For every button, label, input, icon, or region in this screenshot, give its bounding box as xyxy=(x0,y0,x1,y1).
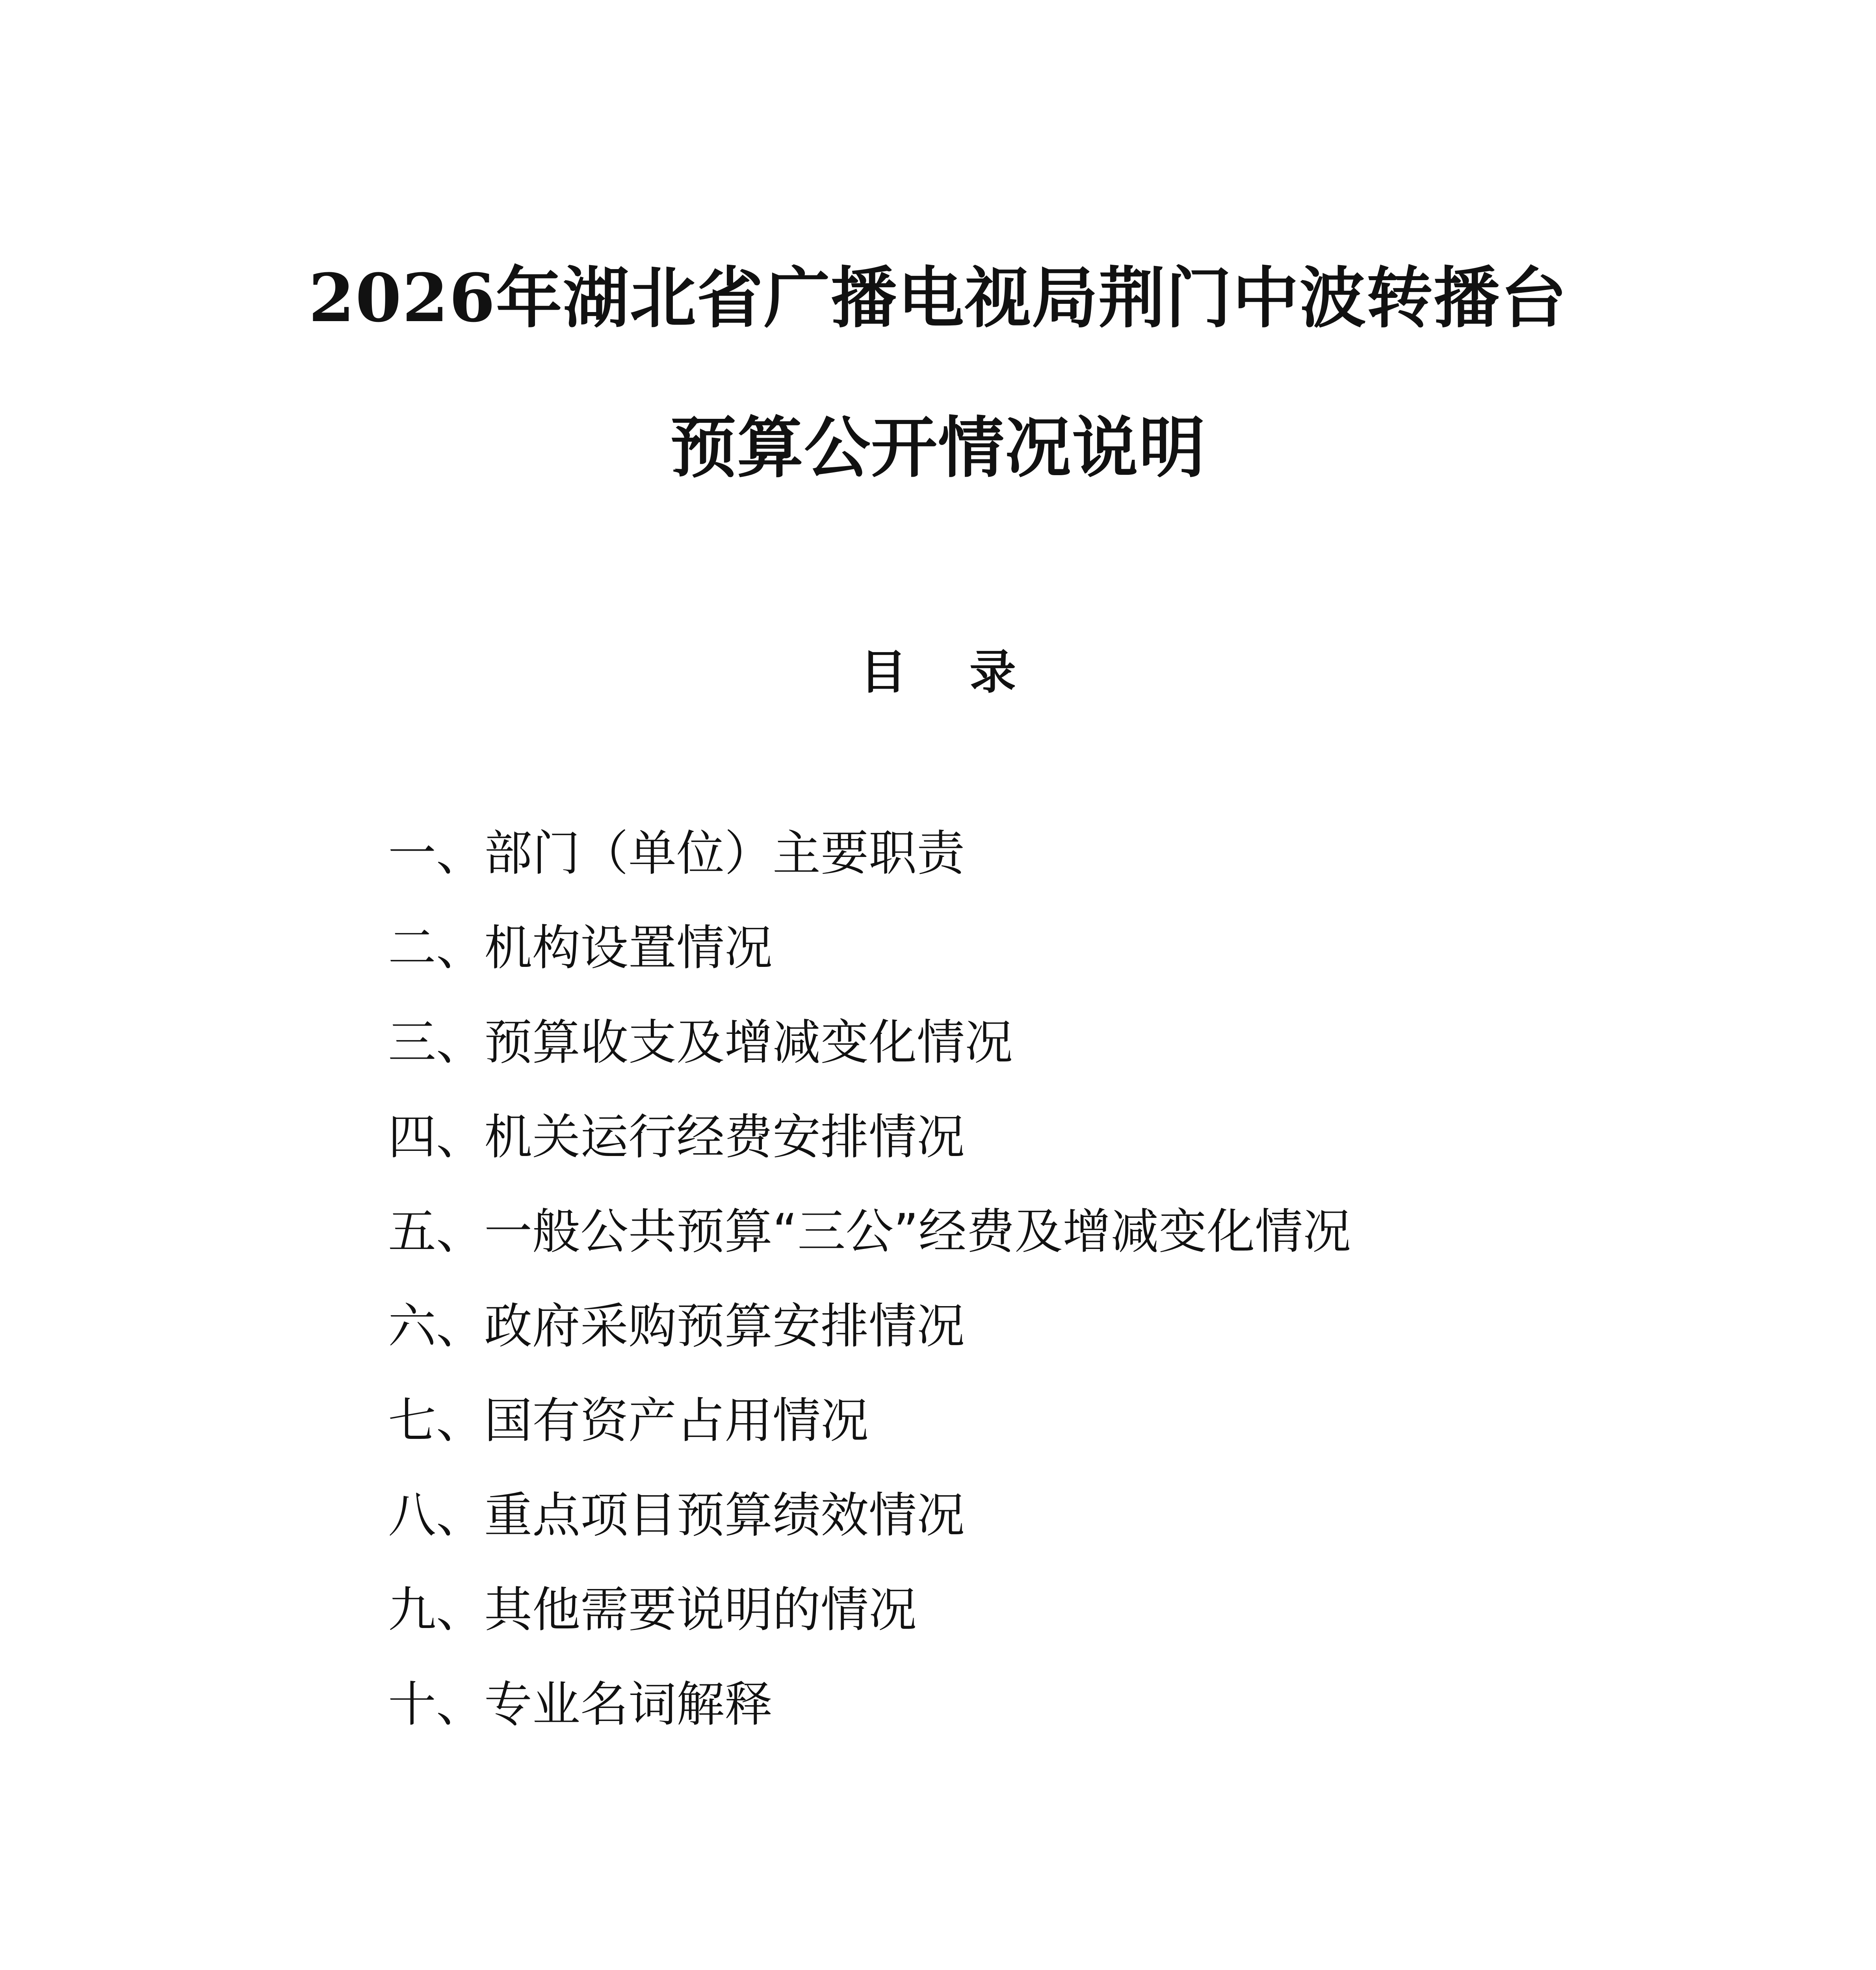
toc-item-9[interactable]: 九、其他需要说明的情况 xyxy=(388,1582,917,1638)
document-title-line-1: 2026年湖北省广播电视局荆门中波转播台 xyxy=(308,259,1568,337)
document-title-line-2: 预算公开情况说明 xyxy=(670,409,1206,487)
toc-item-4[interactable]: 四、机关运行经费安排情况 xyxy=(388,1109,965,1165)
toc-item-2[interactable]: 二、机构设置情况 xyxy=(388,920,773,976)
table-of-contents xyxy=(388,806,1351,1752)
toc-item-1[interactable]: 一、部门（单位）主要职责 xyxy=(388,825,965,881)
toc-heading: 目录 xyxy=(860,645,1079,699)
toc-item-6[interactable]: 六、政府采购预算安排情况 xyxy=(388,1298,965,1354)
toc-item-5[interactable]: 五、一般公共预算“三公”经费及增减变化情况 xyxy=(388,1204,1351,1260)
toc-item-7[interactable]: 七、国有资产占用情况 xyxy=(388,1393,869,1449)
toc-item-3[interactable]: 三、预算收支及增减变化情况 xyxy=(388,1015,1013,1070)
toc-item-8[interactable]: 八、重点项目预算绩效情况 xyxy=(388,1487,965,1543)
toc-item-10[interactable]: 十、专业名词解释 xyxy=(388,1676,773,1732)
